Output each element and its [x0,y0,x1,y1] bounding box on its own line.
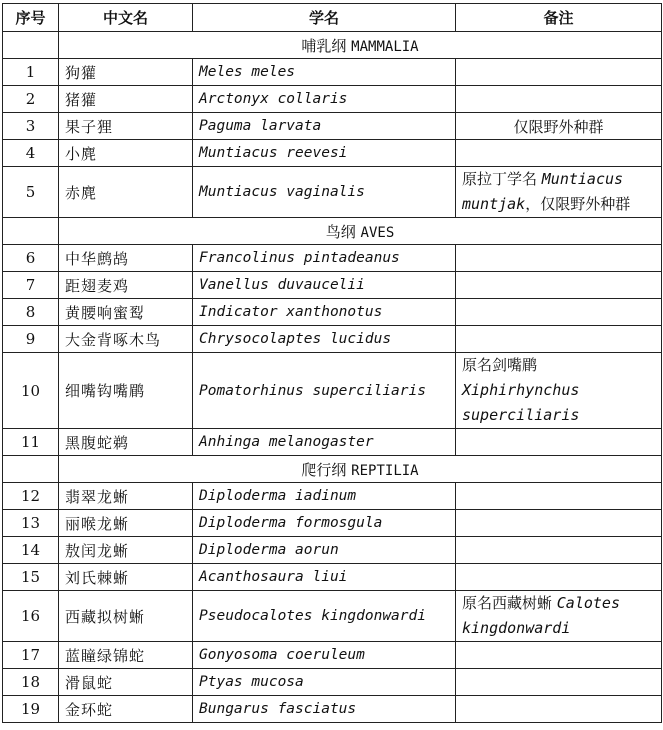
row-chinese-name: 蓝瞳绿锦蛇 [59,642,193,669]
row-chinese-name: 小麂 [59,140,193,167]
row-scientific-name: Meles meles [193,59,456,86]
group-title [59,218,662,245]
row-remarks [456,140,662,167]
row-remarks [456,299,662,326]
row-chinese-name: 猪獾 [59,86,193,113]
row-index: 1 [3,59,59,86]
row-scientific-name: Anhinga melanogaster [193,429,456,456]
row-remarks [456,86,662,113]
row-chinese-name: 果子狸 [59,113,193,140]
row-scientific-name: Arctonyx collaris [193,86,456,113]
header-index: 序号 [3,4,59,32]
row-remarks [456,483,662,510]
row-scientific-name: Paguma larvata [193,113,456,140]
row-chinese-name: 中华鹧鸪 [59,245,193,272]
group-title-cn: 哺乳纲 [301,36,347,55]
row-index: 17 [3,642,59,669]
row-remarks: 原名西藏树蜥 Calotes kingdonwardi [456,591,662,642]
row-index: 7 [3,272,59,299]
table-row [3,591,662,642]
table-row [3,272,662,299]
row-index: 4 [3,140,59,167]
header-remarks: 备注 [456,4,662,32]
row-chinese-name: 滑鼠蛇 [59,669,193,696]
row-index: 16 [3,591,59,642]
table-row [3,113,662,140]
group-title-latin: AVES [360,224,395,241]
table-row [3,299,662,326]
row-chinese-name: 黑腹蛇鹈 [59,429,193,456]
row-scientific-name: Diploderma aorun [193,537,456,564]
row-index: 19 [3,696,59,723]
group-row-reptilia [3,456,662,483]
row-index: 9 [3,326,59,353]
row-index: 2 [3,86,59,113]
row-index: 5 [3,167,59,218]
group-title-latin: REPTILIA [351,462,419,479]
row-remarks [456,272,662,299]
row-remarks [456,696,662,723]
row-remarks [456,245,662,272]
group-row-aves [3,218,662,245]
species-table [2,3,662,723]
row-scientific-name: Gonyosoma coeruleum [193,642,456,669]
table-row [3,245,662,272]
table-row [3,326,662,353]
row-chinese-name: 细嘴钩嘴鹛 [59,353,193,429]
table-row [3,696,662,723]
row-chinese-name: 狗獾 [59,59,193,86]
row-scientific-name: Muntiacus vaginalis [193,167,456,218]
row-chinese-name: 金环蛇 [59,696,193,723]
row-index: 14 [3,537,59,564]
group-title-cn: 爬行纲 [301,460,347,479]
header-scientific-name: 学名 [193,4,456,32]
header-row [3,4,662,32]
row-remarks: 仅限野外种群 [456,113,662,140]
row-scientific-name: Acanthosaura liui [193,564,456,591]
row-remarks [456,429,662,456]
row-scientific-name: Vanellus duvaucelii [193,272,456,299]
table-row [3,86,662,113]
row-index: 15 [3,564,59,591]
group-row-mammalia [3,32,662,59]
row-remarks [456,642,662,669]
row-chinese-name: 距翅麦鸡 [59,272,193,299]
row-chinese-name: 丽喉龙蜥 [59,510,193,537]
group-title-cn: 鸟纲 [325,222,356,241]
row-scientific-name: Ptyas mucosa [193,669,456,696]
row-remarks: 原名剑嘴鹛 Xiphirhynchus superciliaris [456,353,662,429]
row-remarks [456,510,662,537]
header-chinese-name: 中文名 [59,4,193,32]
row-index: 18 [3,669,59,696]
row-remarks [456,564,662,591]
row-remarks [456,326,662,353]
row-remarks [456,537,662,564]
row-index: 11 [3,429,59,456]
row-chinese-name: 大金背啄木鸟 [59,326,193,353]
row-index: 6 [3,245,59,272]
table-row [3,642,662,669]
row-scientific-name: Diploderma formosgula [193,510,456,537]
row-remarks [456,59,662,86]
row-chinese-name: 刘氏棘蜥 [59,564,193,591]
table-row [3,59,662,86]
group-title [59,32,662,59]
table-row [3,429,662,456]
row-scientific-name: Muntiacus reevesi [193,140,456,167]
row-index: 13 [3,510,59,537]
row-index: 8 [3,299,59,326]
row-scientific-name: Pomatorhinus superciliaris [193,353,456,429]
row-chinese-name: 赤麂 [59,167,193,218]
table-row [3,140,662,167]
row-scientific-name: Bungarus fasciatus [193,696,456,723]
row-remarks: 原拉丁学名 Muntiacus muntjak，仅限野外种群 [456,167,662,218]
row-chinese-name: 敖闰龙蜥 [59,537,193,564]
table-row [3,537,662,564]
table-row [3,167,662,218]
row-index: 12 [3,483,59,510]
table-row [3,669,662,696]
row-index: 3 [3,113,59,140]
table-row [3,510,662,537]
row-chinese-name: 黄腰响蜜䴕 [59,299,193,326]
row-scientific-name: Francolinus pintadeanus [193,245,456,272]
row-index: 10 [3,353,59,429]
table-row [3,564,662,591]
row-scientific-name: Chrysocolaptes lucidus [193,326,456,353]
row-remarks [456,669,662,696]
row-chinese-name: 翡翠龙蜥 [59,483,193,510]
group-title [59,456,662,483]
row-scientific-name: Diploderma iadinum [193,483,456,510]
group-title-latin: MAMMALIA [351,38,419,55]
row-chinese-name: 西藏拟树蜥 [59,591,193,642]
row-scientific-name: Indicator xanthonotus [193,299,456,326]
table-row [3,353,662,429]
row-scientific-name: Pseudocalotes kingdonwardi [193,591,456,642]
table-row [3,483,662,510]
